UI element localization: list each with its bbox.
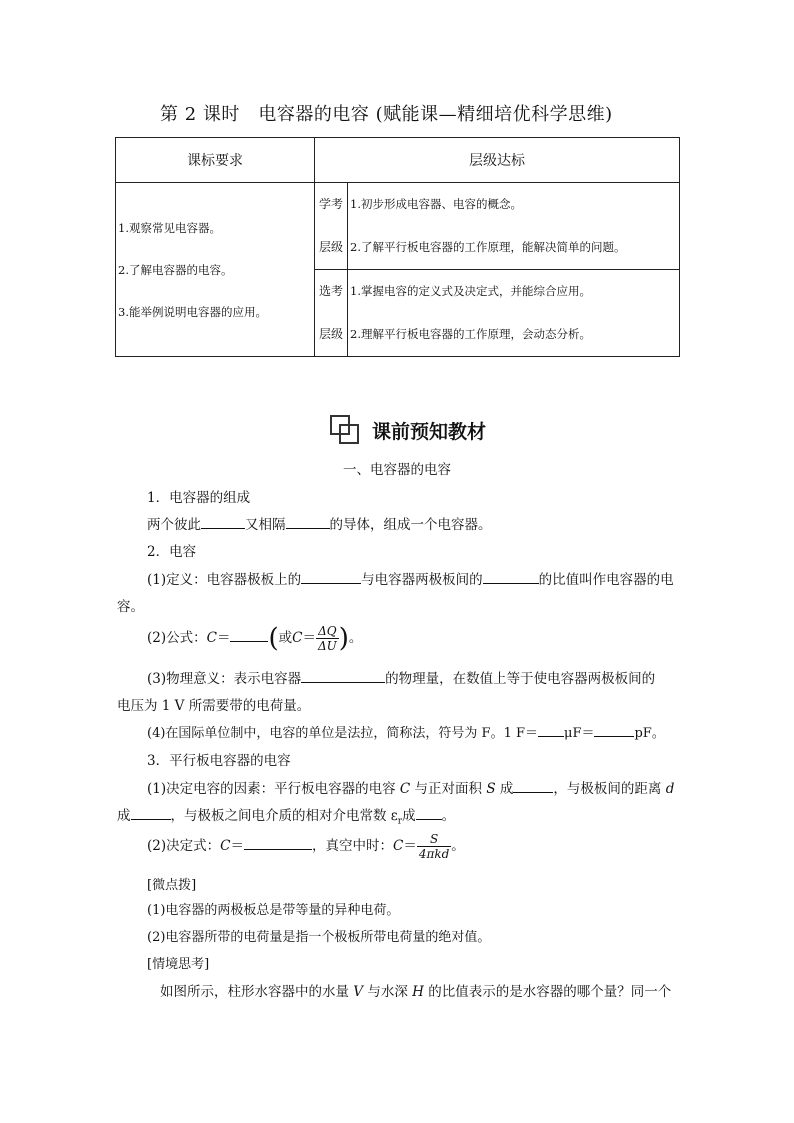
text-span: μF＝: [564, 726, 595, 741]
text-span: 又相隔: [245, 517, 286, 533]
blank-line: [301, 569, 361, 584]
unit-line: [147, 722, 665, 741]
think-title: [情境思考]: [147, 957, 210, 972]
text-span: 的比值叫作电容器的电: [538, 572, 674, 588]
text-span: 的比值表示的是水容器的哪个量？同一个: [423, 984, 672, 1000]
composition-sentence: [147, 513, 492, 533]
text-span: (2)决定式：: [147, 838, 221, 854]
text-span: C: [220, 838, 231, 854]
blank-line: [230, 627, 268, 642]
overlapping-squares-icon: [330, 415, 360, 445]
text-span: C: [292, 630, 303, 646]
level-label-line: 层级: [318, 240, 343, 254]
level-label-xuekao: [315, 183, 348, 270]
page-title: 第 2 课时 电容器的电容 (赋能课—精细培优科学思维): [160, 104, 613, 125]
text-span: 的导体，组成一个电容器。: [329, 517, 492, 533]
heading-capacitance: 2．电容: [147, 544, 197, 560]
fraction-denominator: 4πkd: [418, 847, 450, 861]
level-item: 1.初步形成电容器、电容的概念。: [350, 197, 522, 211]
text-span: S: [486, 781, 496, 797]
text-span: ，真空中时：: [311, 838, 393, 854]
text-span: H: [412, 984, 424, 1000]
level-label-line: 层级: [318, 327, 343, 341]
fraction-numerator: S: [417, 832, 451, 847]
factors-line: [147, 777, 674, 797]
tip-title: [微点拨]: [147, 878, 197, 893]
determination-line: [147, 832, 465, 861]
requirement-item: 2.了解电容器的电容。: [118, 262, 233, 277]
tip-item: (2)电容器所带的电荷量是指一个极板所带电荷量的绝对值。: [147, 930, 491, 945]
fraction-denominator: ΔU: [317, 639, 337, 653]
text-span: (1)定义：电容器极板上的: [147, 572, 302, 588]
requirement-item: 1.观察常见电容器。: [118, 220, 221, 235]
text-span: pF。: [634, 726, 665, 741]
text-span: 成: [117, 808, 131, 824]
text-span: 与正对面积: [410, 781, 487, 797]
text-span: (3)物理意义：表示电容器: [147, 671, 302, 687]
blank-line: [201, 514, 245, 529]
level-label-line: 选考: [318, 284, 343, 298]
text-span: (1)决定电容的因素：平行板电容器的电容: [147, 781, 400, 797]
text-span: 成: [495, 781, 514, 797]
text-span: 如图所示，柱形水容器中的水量: [160, 984, 354, 1000]
requirements-list: [116, 183, 315, 357]
text-span: 。: [451, 838, 465, 854]
formula-fraction: [316, 624, 339, 653]
text-span: V: [353, 984, 364, 1000]
meaning-line: [147, 667, 655, 687]
meaning-line-2: 电压为 1 V 所需要带的电荷量。: [117, 698, 311, 714]
blank-line: [301, 668, 385, 683]
section-subtitle: 一、电容器的电容: [343, 462, 451, 478]
text-span: 与水深: [363, 984, 413, 1000]
level-item: 2.理解平行板电容器的工作原理，会动态分析。: [350, 327, 591, 341]
tip-item: (1)电容器的两极板总是带等量的异种电荷。: [147, 903, 400, 918]
level-label-line: 学考: [318, 197, 343, 211]
section-title: 课前预知教材: [372, 420, 487, 443]
definition-line-2: 容。: [117, 599, 144, 615]
level-item: 1.掌握电容的定义式及决定式，并能综合应用。: [350, 284, 591, 298]
level-label-xuankao: [315, 270, 348, 357]
subscript: r: [397, 816, 403, 827]
text-span: 成: [402, 808, 416, 824]
text-span: 与电容器两极板间的: [361, 572, 483, 588]
blank-line: [416, 805, 442, 820]
blank-line: [538, 722, 564, 737]
requirements-table: [115, 137, 680, 357]
level-items-xuankao: [348, 270, 680, 357]
requirement-item: 3.能举例说明电容器的应用。: [118, 304, 267, 319]
text-span: ，与极板之间电介质的相对介电常数 ε: [170, 808, 398, 824]
level-items-xuekao: [348, 183, 680, 270]
text-span: ＝: [216, 630, 231, 646]
level-item: 2.了解平行板电容器的工作原理，能解决简单的问题。: [350, 240, 626, 254]
text-span: 的物理量，在数值上等于使电容器两极板间的: [385, 671, 656, 687]
text-span: ＝: [403, 838, 417, 854]
text-span: C: [206, 630, 217, 646]
determination-fraction: [417, 832, 451, 861]
text-span: 或: [278, 630, 293, 646]
factors-line-2: [117, 804, 455, 827]
formula-line: [147, 624, 362, 653]
text-span: 。: [441, 808, 456, 824]
text-span: (4)在国际单位制中，电容的单位是法拉，简称法，符号为 F。1 F＝: [147, 726, 538, 741]
heading-composition: 1．电容器的组成: [147, 490, 251, 506]
text-span: ，与极板间的距离: [553, 781, 666, 797]
blank-line: [594, 722, 634, 737]
text-span: 两个彼此: [147, 517, 201, 533]
text-span: 。: [348, 630, 363, 646]
heading-parallel-plate: 3．平行板电容器的电容: [147, 753, 291, 769]
text-span: C: [399, 781, 411, 797]
blank-line: [483, 569, 539, 584]
text-span: C: [392, 838, 404, 854]
definition-line: [147, 568, 674, 588]
blank-line: [131, 805, 171, 820]
text-span: d: [665, 781, 675, 797]
text-span: ＝: [230, 838, 244, 854]
think-paragraph: [160, 980, 671, 1000]
blank-line: [513, 778, 553, 793]
left-paren: (: [268, 623, 279, 654]
table-header-levels: 层级达标: [315, 138, 680, 183]
text-span: ＝: [302, 630, 316, 646]
right-paren: ): [338, 623, 349, 654]
blank-line: [286, 514, 330, 529]
section-header: [330, 414, 486, 446]
table-header-requirements: 课标要求: [116, 138, 315, 183]
blank-line: [244, 835, 312, 850]
text-span: (2)公式：: [147, 630, 207, 646]
fraction-numerator: ΔQ: [316, 624, 339, 639]
